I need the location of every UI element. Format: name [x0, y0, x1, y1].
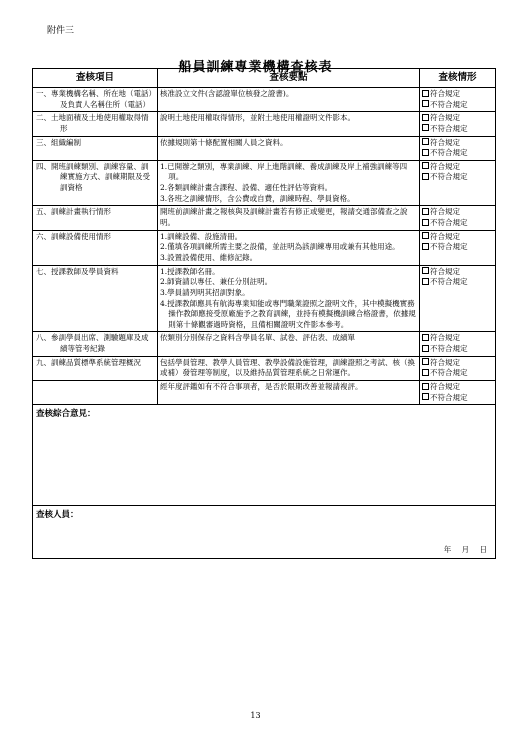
inspection-status: [420, 381, 496, 405]
inspector-cell[interactable]: [33, 506, 496, 559]
checkbox-icon[interactable]: [422, 243, 429, 250]
inspection-point: 依類別分別保存之資料含學員名單、試卷、評估表、成績單: [160, 333, 355, 343]
inspection-points: [158, 381, 420, 405]
checkbox-icon[interactable]: [422, 219, 429, 226]
status-option-label: 不符合規定: [430, 99, 468, 109]
inspection-item: [33, 381, 158, 405]
checkbox-icon[interactable]: [422, 208, 429, 215]
checkbox-icon[interactable]: [422, 100, 429, 107]
status-noncompliant-option[interactable]: [422, 242, 493, 253]
status-option-label: 符合規定: [430, 333, 460, 343]
inspection-points: [158, 112, 420, 136]
table-row: [33, 136, 496, 160]
inspection-item: [33, 112, 158, 136]
inspection-status: [420, 206, 496, 230]
inspection-point: 2.師資請以專任、兼任分別註明。: [160, 277, 273, 287]
status-option-label: 不符合規定: [430, 172, 468, 182]
inspection-status: [420, 160, 496, 206]
status-noncompliant-option[interactable]: [422, 124, 493, 135]
status-compliant-option[interactable]: [422, 138, 493, 149]
status-noncompliant-option[interactable]: [422, 277, 493, 288]
inspection-points: [158, 136, 420, 160]
status-compliant-option[interactable]: [422, 382, 493, 393]
status-option-label: 不符合規定: [430, 368, 468, 378]
status-compliant-option[interactable]: [422, 232, 493, 243]
inspection-points: [158, 332, 420, 356]
inspection-item: [33, 88, 158, 112]
table-row: [33, 265, 496, 332]
status-noncompliant-option[interactable]: [422, 344, 493, 355]
inspection-point: 經年度評鑑如有不符合事項者，是否於限期改善並報請複評。: [160, 382, 363, 392]
checkbox-icon[interactable]: [422, 369, 429, 376]
status-noncompliant-option[interactable]: [422, 218, 493, 229]
checkbox-icon[interactable]: [422, 138, 429, 145]
inspection-item: [33, 160, 158, 206]
inspection-item: [33, 332, 158, 356]
status-option-label: 符合規定: [430, 266, 460, 276]
status-compliant-option[interactable]: [422, 89, 493, 100]
status-compliant-option[interactable]: [422, 333, 493, 344]
checkbox-icon[interactable]: [422, 278, 429, 285]
inspection-item: [33, 136, 158, 160]
table-body: [33, 88, 496, 405]
inspection-item-text: 九、訓練品質標準系統管理概況: [36, 357, 141, 367]
inspection-points: [158, 230, 420, 265]
status-option-label: 不符合規定: [430, 242, 468, 252]
inspection-item-text: 四、開班訓練類別、訓練容量、訓練實施方式、訓練期限及受訓資格: [36, 161, 150, 193]
checkbox-icon[interactable]: [422, 383, 429, 390]
table-row: [33, 88, 496, 112]
inspection-point: 3.設置設備使用、維修記錄。: [160, 252, 258, 262]
date-field: 年 月 日: [443, 544, 487, 554]
status-noncompliant-option[interactable]: [422, 172, 493, 183]
checkbox-icon[interactable]: [422, 114, 429, 121]
status-option-label: 不符合規定: [430, 148, 468, 158]
overall-opinion-label: 查核綜合意見：: [36, 409, 96, 420]
table-row: [33, 230, 496, 265]
checkbox-icon[interactable]: [422, 173, 429, 180]
table-row: [33, 160, 496, 206]
inspection-points: [158, 88, 420, 112]
status-option-label: 符合規定: [430, 161, 460, 171]
status-option-label: 符合規定: [430, 382, 460, 392]
inspection-item-text: 八、參訓學員出席、測驗題庫及成績等管考紀錄: [36, 333, 149, 354]
inspection-item: [33, 265, 158, 332]
inspection-item-text: 七、授課教師及學員資料: [36, 266, 119, 276]
inspection-point: 1.已開辦之類別，專業訓練、岸上進階訓練、養成訓練及岸上補強訓練等四項。: [160, 161, 408, 182]
table-header-row: [33, 69, 496, 88]
table-row: [33, 332, 496, 356]
inspection-item-text: 一、專業機構名稱、所在地（電話）及負責人名稱住所（電話）: [36, 89, 153, 109]
status-option-label: 不符合規定: [430, 344, 468, 354]
status-option-label: 不符合規定: [430, 123, 468, 133]
status-option-label: 不符合規定: [430, 218, 468, 228]
inspection-point: 依據規則第十條配置相關人員之資料。: [160, 137, 288, 147]
overall-opinion-cell[interactable]: [33, 405, 496, 506]
column-header-points: 查核要點: [158, 69, 420, 88]
inspection-status: [420, 136, 496, 160]
table-row: [33, 356, 496, 380]
inspector-label: 查核人員：: [36, 510, 79, 521]
inspection-status: [420, 88, 496, 112]
inspection-point: 4.授課教師應具有航海專業知能或專門職業證照之證明文件，其中模擬機實務操作教師應接受原廠施予之教育訓練，並持有模擬機訓練合格證書，依據規則第十條觀審過時資格，且備相關證明文件影本參考。: [160, 298, 416, 329]
inspection-point: 包括學員管理、教學人員管理、教學設備設施管理，訓練證照之考試、核（換或補）發管理等制度，以及維持品質管理系統之日常運作。: [160, 357, 415, 378]
status-compliant-option[interactable]: [422, 207, 493, 218]
inspection-point: 開班前訓練計畫之報核與及訓練計畫若有修正或變更，報請交通部備查之說明。: [160, 207, 408, 228]
table-row: [33, 112, 496, 136]
status-noncompliant-option[interactable]: [422, 393, 493, 404]
status-option-label: 符合規定: [430, 137, 460, 147]
checkbox-icon[interactable]: [422, 232, 429, 239]
page-number: 13: [250, 711, 261, 720]
inspection-points: [158, 160, 420, 206]
checkbox-icon[interactable]: [422, 393, 429, 400]
table-row: [33, 206, 496, 230]
inspection-points: [158, 265, 420, 332]
column-header-item: 查核項目: [33, 69, 158, 88]
inspection-item-text: 五、訓練計畫執行情形: [36, 207, 111, 217]
inspection-status: [420, 112, 496, 136]
status-compliant-option[interactable]: [422, 267, 493, 278]
inspection-item: [33, 206, 158, 230]
status-option-label: 符合規定: [430, 89, 460, 98]
status-option-label: 不符合規定: [430, 277, 468, 287]
inspection-point: 1.訓練設備、設施清冊。: [160, 231, 243, 241]
inspection-status: [420, 265, 496, 332]
inspection-point: 1.授課教師名冊。: [160, 266, 220, 276]
checkbox-icon[interactable]: [422, 345, 429, 352]
status-noncompliant-option[interactable]: [422, 100, 493, 111]
inspection-item: [33, 230, 158, 265]
status-option-label: 符合規定: [430, 207, 460, 217]
inspection-table: [32, 68, 496, 559]
status-compliant-option[interactable]: [422, 113, 493, 124]
inspection-status: [420, 332, 496, 356]
status-noncompliant-option[interactable]: [422, 368, 493, 379]
inspection-points: [158, 356, 420, 380]
column-header-status: 查核情形: [420, 69, 496, 88]
status-compliant-option[interactable]: [422, 358, 493, 369]
status-compliant-option[interactable]: [422, 162, 493, 173]
inspection-point: 3.各班之訓練情形，含公費或自費，訓練時程、學員資格。: [160, 193, 355, 203]
inspection-status: [420, 230, 496, 265]
inspection-point: 核准設立文件(含認證單位核發之證書)。: [160, 89, 294, 98]
inspection-points: [158, 206, 420, 230]
inspection-point: 2.僅填各項訓練所需主要之設備，並註明為該訓練專用或兼有其他用途。: [160, 242, 400, 252]
inspection-item: [33, 356, 158, 380]
table-row: [33, 381, 496, 405]
checkbox-icon[interactable]: [422, 90, 429, 97]
status-noncompliant-option[interactable]: [422, 148, 493, 159]
inspection-item-text: 三、組織編制: [36, 137, 81, 147]
status-option-label: 不符合規定: [430, 392, 468, 402]
checkbox-icon[interactable]: [422, 162, 429, 169]
status-option-label: 符合規定: [430, 113, 460, 123]
page-title: 船員訓練專業機構查核表: [178, 60, 333, 75]
inspection-point: 3.學員請列明其招訓對象。: [160, 287, 250, 297]
checkbox-icon[interactable]: [422, 149, 429, 156]
inspection-status: [420, 356, 496, 380]
inspection-point: 說明土地使用權取得情形，並附土地使用權證明文件影本。: [160, 113, 355, 123]
inspection-item-text: 六、訓練設備使用情形: [36, 231, 111, 241]
inspection-point: 2.各類訓練計畫含課程、設備、適任性評估等資料。: [160, 183, 333, 193]
checkbox-icon[interactable]: [422, 334, 429, 341]
status-option-label: 符合規定: [430, 231, 460, 241]
attachment-label: 附件三: [47, 26, 75, 36]
checkbox-icon[interactable]: [422, 267, 429, 274]
checkbox-icon[interactable]: [422, 358, 429, 365]
checkbox-icon[interactable]: [422, 124, 429, 131]
inspection-item-text: 二、土地面積及土地使用權取得情形: [36, 113, 149, 133]
status-option-label: 符合規定: [430, 357, 460, 367]
